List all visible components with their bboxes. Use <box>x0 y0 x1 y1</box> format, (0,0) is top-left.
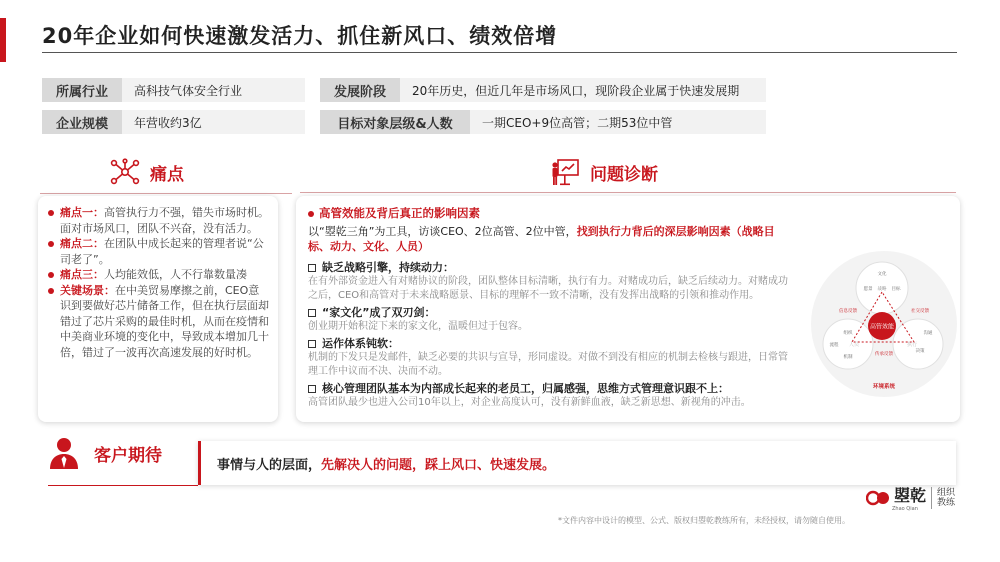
question-desc-4: 高管团队最少也进入公司10年以上，对企业高度认可，没有新鲜血液，缺乏新思想、新视角的冲击。 <box>308 397 751 408</box>
logo-mark-icon <box>866 490 890 506</box>
bullet-dot <box>48 272 54 278</box>
pain-text: 高管执行力不强，错失市场时机。面对市场风口，团队不兴奋，没有活力。 <box>60 206 269 235</box>
logo-cn: 曌乾 <box>894 486 927 505</box>
pain-text: 人均能效低，人不行靠数量凑 <box>104 268 247 281</box>
copyright-footnote: *文件内容中设计的模型、公式、版权归曌乾教练所有，未经授权，请勿随自使用。 <box>558 516 850 525</box>
left-label-2: 流程 <box>829 343 839 348</box>
page-title: 20年企业如何快速激发活力、抓住新风口、绩效倍增 <box>42 24 558 48</box>
info-stage <box>320 78 766 102</box>
question-desc-3: 机制的下发只是发邮件，缺乏必要的共识与宣导，形同虚设。对做不到没有相应的机制去检核与跟进，日常管理工作中议而不决、决而不动。 <box>308 352 788 377</box>
scale-value: 年营收约3亿 <box>122 110 305 134</box>
info-scale <box>42 110 305 134</box>
bullet-dot <box>48 210 54 216</box>
environment-label: 环境系统 <box>872 384 896 390</box>
user-icon <box>48 436 80 470</box>
question-title-text: 运作体系钝软： <box>322 337 399 350</box>
diagnosis-heading-text: 问题诊断 <box>590 164 658 185</box>
pain-heading-line <box>40 193 292 194</box>
pain-list <box>48 205 270 360</box>
checkbox-icon <box>308 385 316 393</box>
top-label-1: 文化 <box>877 272 887 277</box>
logo-sub: Zhao Qian <box>892 506 918 512</box>
diagnosis-sub-prefix: 以“曌乾三角”为工具，访谈CEO、2位高管、2位中管， <box>308 225 577 238</box>
question-desc-1: 在有外部资金进入有对赌协议的阶段，团队整体目标清晰，执行有力。对赌成功后，缺乏后续动力。对赌成功之后，CEO和高管对于未来战略愿景、目标的理解不一致不清晰，没有发挥出战略的引领和推动作用。 <box>308 276 788 301</box>
industry-label: 所属行业 <box>42 78 122 102</box>
expect-rule <box>48 485 198 486</box>
question-desc-2: 创业期开始积淀下来的家文化，温暖但过于包容。 <box>308 321 528 332</box>
left-label-4: 人员 <box>848 342 860 348</box>
logo-text-group <box>890 483 926 512</box>
diagnosis-heading-line <box>300 192 956 193</box>
pain-item-3 <box>48 267 270 283</box>
diagnosis-main-text: 高管效能及背后真正的影响因素 <box>319 206 480 220</box>
pain-item-1 <box>48 205 270 236</box>
diagnosis-sub <box>308 224 793 254</box>
diagnosis-content <box>308 206 793 410</box>
pain-key: 痛点二： <box>60 237 104 250</box>
diagnosis-heading <box>550 157 658 187</box>
scale-label: 企业规模 <box>42 110 122 134</box>
brand-logo <box>866 483 955 512</box>
right-label-1: 沟通 <box>923 331 933 336</box>
pain-key: 痛点三： <box>60 268 104 281</box>
pain-key: 关键场景： <box>60 283 115 297</box>
presentation-icon <box>550 157 580 187</box>
feedback-right: 社交反馈 <box>911 309 929 314</box>
industry-value: 高科技气体安全行业 <box>122 78 305 102</box>
triangle-model-diagram <box>808 248 960 400</box>
pain-heading-text: 痛点 <box>150 164 184 185</box>
pain-item-2 <box>48 236 270 267</box>
feedback-bottom: 传承反馈 <box>875 352 893 357</box>
bullet-dot <box>308 211 314 217</box>
title-divider <box>42 52 957 53</box>
pain-item-4 <box>48 283 270 361</box>
center-label: 高管效能 <box>869 323 895 331</box>
expect-heading-text: 客户期待 <box>94 445 162 466</box>
target-value: 一期CEO+9位高管；二期53位中管 <box>470 110 766 134</box>
top-label-4: 目标 <box>891 287 901 292</box>
bullet-dot <box>48 288 54 294</box>
right-label-2: 决策 <box>915 349 925 354</box>
pain-heading <box>110 158 184 186</box>
expect-heading <box>48 436 162 470</box>
pain-text: 在中美贸易摩擦之前，CEO意识到要做好芯片储备工作，但在执行层面却错过了芯片采购的最佳时机，从而在疫情和中美商业环境的变化中，导致成本增加几十倍，错过了一波再次高速发展的好时机。 <box>60 283 269 359</box>
top-label-3: 战略 <box>877 287 887 292</box>
left-label-1: 组织 <box>843 331 853 336</box>
right-label-3: 执行 <box>906 342 918 348</box>
checkbox-icon <box>308 340 316 348</box>
question-title-2 <box>308 305 793 320</box>
diagnosis-main <box>308 206 793 221</box>
logo-side-2: 教练 <box>937 497 956 508</box>
info-target <box>320 110 766 134</box>
question-title-text: “家文化”成了双刃剑： <box>322 306 436 319</box>
stage-value: 20年历史，但近几年是市场风口，现阶段企业属于快速发展期 <box>400 78 766 102</box>
question-title-4 <box>308 381 793 396</box>
expect-box <box>198 441 956 485</box>
right-circle <box>893 319 943 369</box>
accent-bar <box>0 18 6 62</box>
checkbox-icon <box>308 264 316 272</box>
network-icon <box>110 158 140 186</box>
diagnosis-sub-highlight: 找到执行力背后的深层影响因素（战略目标、动力、文化、人员） <box>308 225 775 253</box>
question-title-text: 核心管理团队基本为内部成长起来的老员工，归属感强，思维方式管理意识跟不上： <box>322 382 729 395</box>
checkbox-icon <box>308 309 316 317</box>
question-title-1 <box>308 260 793 275</box>
stage-label: 发展阶段 <box>320 78 400 102</box>
expect-prefix: 事情与人的层面， <box>217 457 322 473</box>
info-industry <box>42 78 305 102</box>
expect-highlight: 先解决人的问题，踩上风口、快速发展。 <box>321 457 556 473</box>
pain-key: 痛点一： <box>60 206 104 219</box>
bullet-dot <box>48 241 54 247</box>
feedback-left: 信息反馈 <box>839 309 857 314</box>
logo-separator <box>931 487 932 509</box>
top-label-2: 愿景 <box>863 287 873 292</box>
logo-side-1: 组织 <box>937 487 956 498</box>
target-label: 目标对象层级&人数 <box>320 110 470 134</box>
pain-text: 在团队中成长起来的管理者说“公司老了”。 <box>60 237 264 266</box>
logo-side <box>937 488 955 508</box>
question-title-text: 缺乏战略引擎，持续动力： <box>322 261 454 274</box>
question-title-3 <box>308 336 793 351</box>
left-label-3: 机制 <box>843 355 853 360</box>
